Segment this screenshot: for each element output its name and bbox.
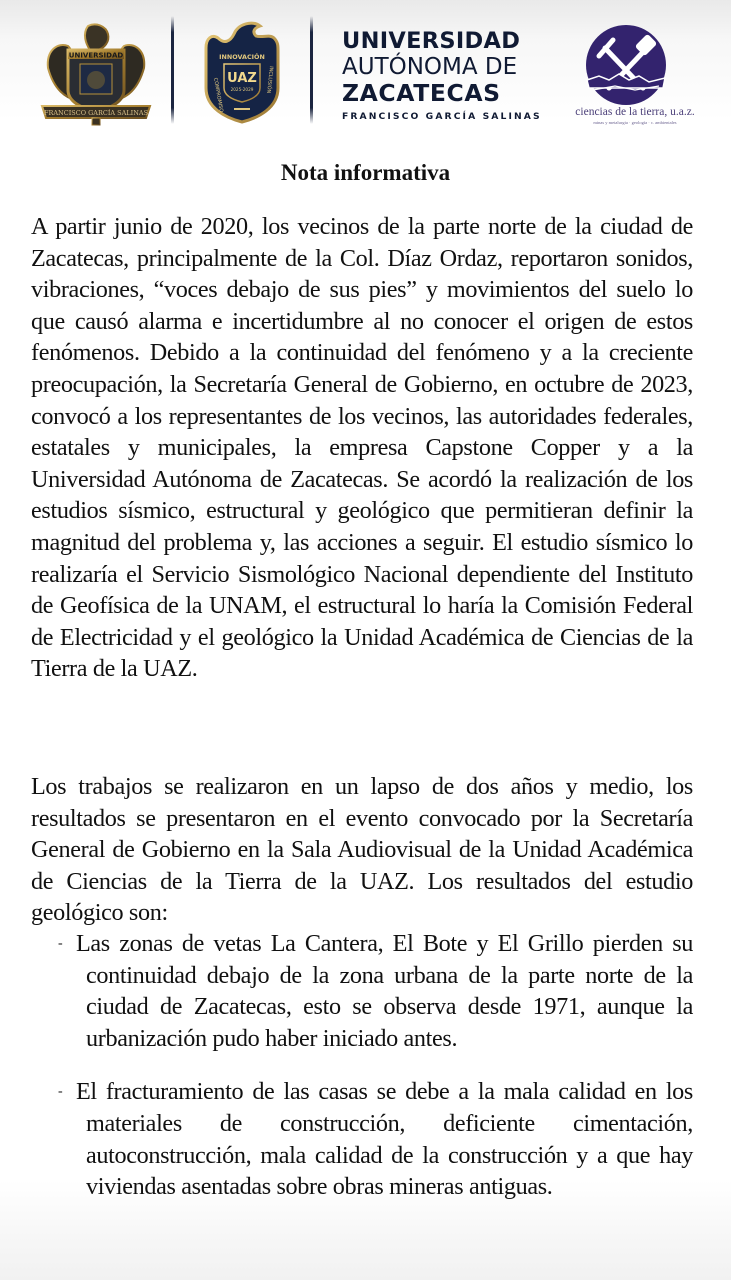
crossed-hammers-icon xyxy=(585,24,667,106)
result-text: Las zonas de vetas La Cantera, El Bote y El Grillo pierden su continuidad debajo de la zona urbana de la parte norte de la ciudad de Zacatecas, esto se observa desde 1971, aunque la urbanización pudo haber iniciado antes. xyxy=(76,930,693,1052)
svg-text:FRANCISCO GARCÍA SALINAS: FRANCISCO GARCÍA SALINAS xyxy=(43,109,149,117)
list-item xyxy=(31,928,693,1054)
faculty-name: ciencias de la tierra, u.a.z. xyxy=(575,106,695,118)
list-marker: - xyxy=(58,1084,63,1100)
list-item xyxy=(31,1076,693,1202)
letterhead xyxy=(0,0,731,140)
results-list xyxy=(31,928,693,1203)
wordmark-zacatecas: ZACATECAS xyxy=(342,79,501,107)
faculty-subtitle: minas y metalurgia · geología · c. ambientales xyxy=(593,120,677,125)
result-text: El fracturamiento de las casas se debe a la mala calidad en los materiales de construcción, deficiente cimentación, autoconstrucción, mala calidad de la construcción y a que hay viviendas asentadas sobre obras mineras antiguas. xyxy=(76,1078,693,1201)
wordmark-universidad: UNIVERSIDAD xyxy=(342,28,521,54)
svg-text:UNIVERSIDAD: UNIVERSIDAD xyxy=(68,51,124,60)
list-marker: - xyxy=(58,936,63,951)
header-divider xyxy=(171,16,174,124)
svg-text:INCLUSIÓN: INCLUSIÓN xyxy=(265,65,274,94)
header-divider xyxy=(310,16,313,124)
svg-text:UAZ: UAZ xyxy=(227,71,257,86)
wordmark-autonoma: AUTÓNOMA DE xyxy=(342,54,518,80)
paragraph-results-intro: Los trabajos se realizaron en un lapso de dos años y medio, los resultados se presentaron en el evento convocado por la Secretaría General de Gobierno en la Sala Audiovisual de la Unidad Académica de Ciencias de la Tierra de la UAZ. Los resultados del estudio geológico son: xyxy=(31,773,693,927)
svg-text:INNOVACIÓN: INNOVACIÓN xyxy=(219,53,265,61)
svg-text:COMPROMISO: COMPROMISO xyxy=(212,77,225,113)
eagle-shield-icon xyxy=(200,18,284,124)
svg-text:2025-2029: 2025-2029 xyxy=(230,87,254,92)
university-wordmark xyxy=(342,30,554,121)
paragraph-intro: A partir junio de 2020, los vecinos de la parte norte de la ciudad de Zacatecas, principalmente de la Col. Díaz Ordaz, reportaron sonidos, vibraciones, “voces debajo de sus pies” y movimientos del suelo lo que causó alarma e incertidumbre al no conocer el origen de estos fenómenos. Debido a la continuidad del fenómeno y a la creciente preocupación, la Secretaría General de Gobierno, en octubre de 2023, convocó a los representantes de los vecinos, las autoridades federales, estatales y municipales, la empresa Capstone Copper y a la Universidad Autónoma de Zacatecas. Se acordó la realización de los estudios sísmico, estructural y geológico que permitieran definir la magnitud del problema y, las acciones a seguir. El estudio sísmico lo realizaría el Servicio Sismológico Nacional dependiente del Instituto de Geofísica de la UNAM, el estructural lo haría la Comisión Federal de Electricidad y el geológico la Unidad Académica de Ciencias de la Tierra de la UAZ. xyxy=(31,213,693,683)
wordmark-francisco: FRANCISCO GARCÍA SALINAS xyxy=(342,111,542,122)
document-title: Nota informativa xyxy=(280,160,451,185)
eagle-seal-icon xyxy=(38,20,154,126)
